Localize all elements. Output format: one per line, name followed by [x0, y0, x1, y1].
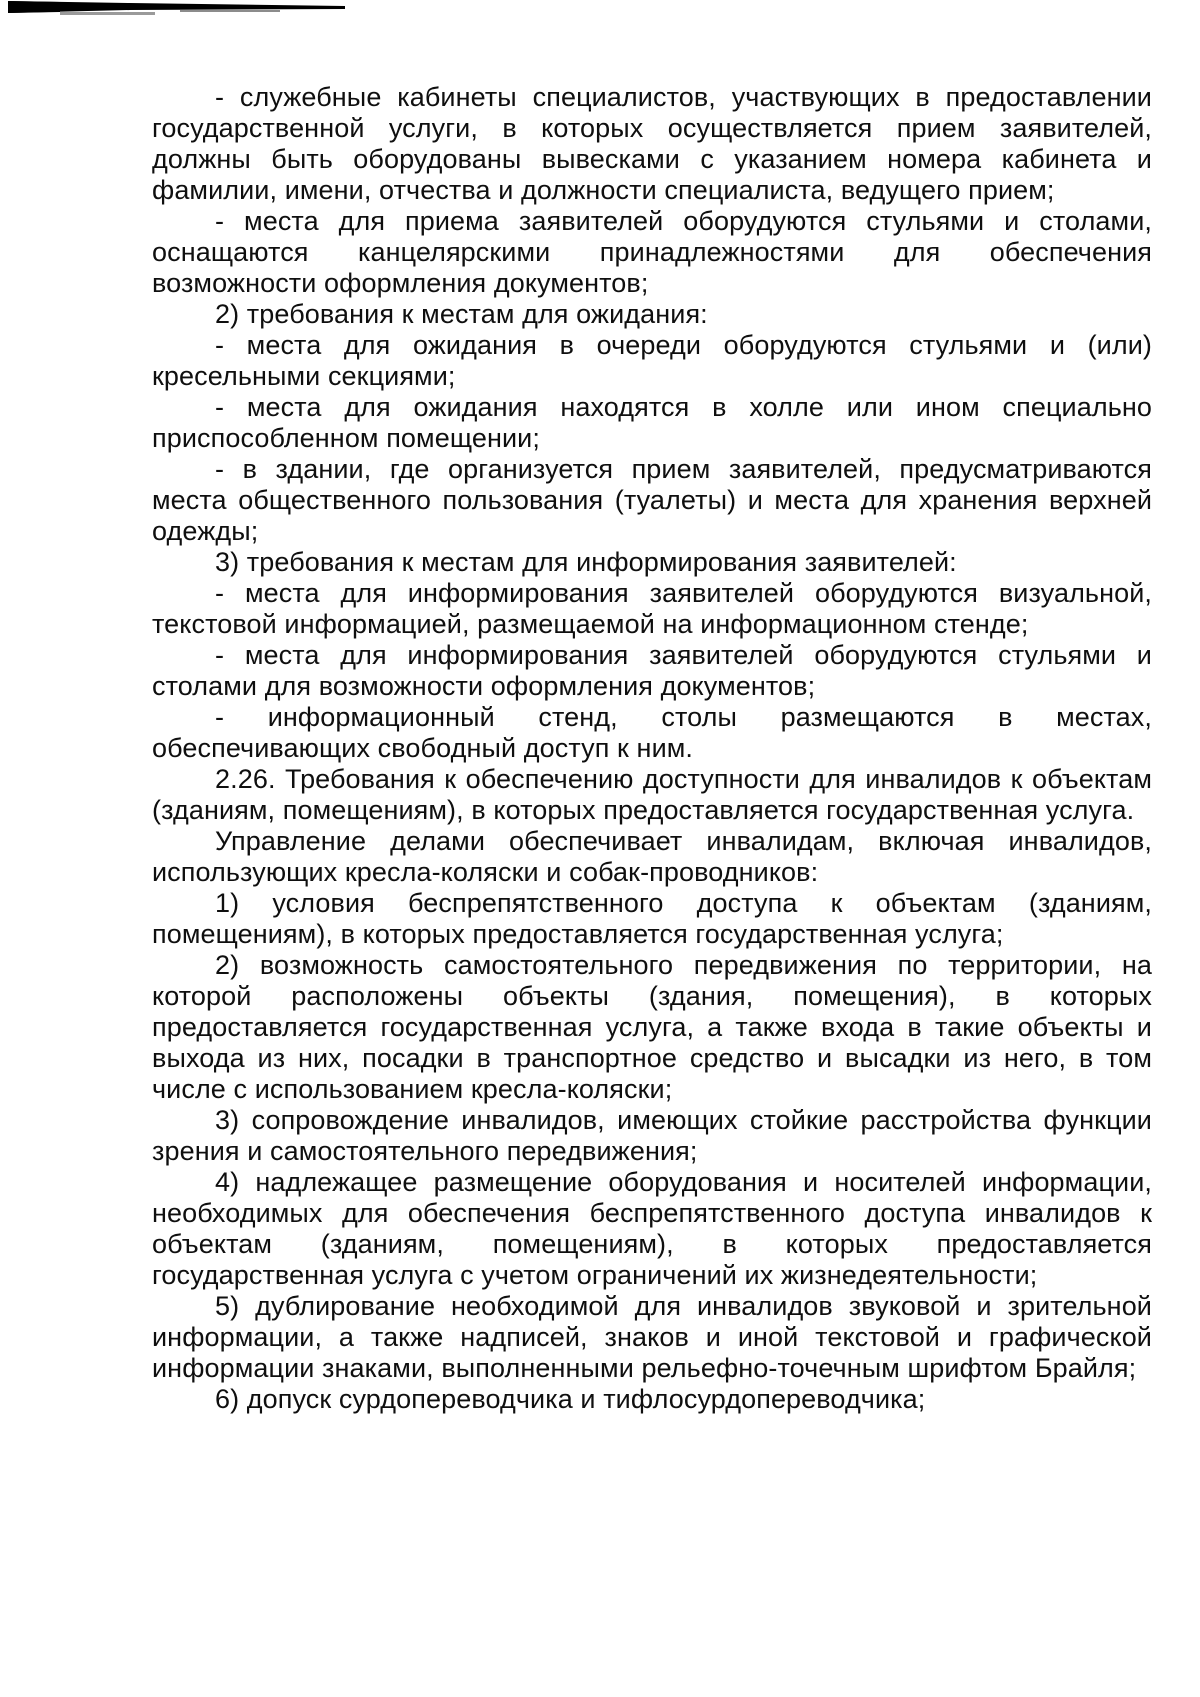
paragraph-item-3-escort: 3) сопровождение инвалидов, имеющих стойкие расстройства функции зрения и самостоятельного передвижения;	[152, 1105, 1152, 1166]
paragraph-info-requirements: 3) требования к местам для информирования заявителей:	[215, 547, 957, 577]
paragraph-item-2-movement: 2) возможность самостоятельного передвижения по территории, на которой расположены объекты (здания, помещения), в которых предоставляется государственная услуга, а также входа в такие объекты и выхода из них, посадки в транспортное средство и высадки из него, в том числе с использованием кресла-коляски;	[152, 950, 1152, 1104]
paragraph-item-4-equipment: 4) надлежащее размещение оборудования и носителей информации, необходимых для обеспечения беспрепятственного доступа инвалидов к объектам (зданиям, помещениям), в которых предоставляется государственная услуга с учетом ограничений их жизнедеятельности;	[152, 1167, 1152, 1290]
paragraph-item-6-interpreter: 6) допуск сурдопереводчика и тифлосурдопереводчика;	[215, 1384, 926, 1414]
paragraph-waiting-chairs: - места для ожидания в очереди оборудуются стульями и (или) кресельными секциями;	[152, 330, 1152, 391]
paragraph-info-stand: - информационный стенд, столы размещаются в местах, обеспечивающих свободный доступ к ним.	[152, 702, 1152, 763]
paragraph-waiting-hall: - места для ожидания находятся в холле или ином специально приспособленном помещении;	[152, 392, 1152, 453]
scan-smudge-artifact	[0, 0, 400, 22]
paragraph-info-visual: - места для информирования заявителей оборудуются визуальной, текстовой информацией, размещаемой на информационном стенде;	[152, 578, 1152, 639]
paragraph-reception-places: - места для приема заявителей оборудуются стульями и столами, оснащаются канцелярскими принадлежностями для обеспечения возможности оформления документов;	[152, 206, 1152, 298]
paragraph-waiting-requirements: 2) требования к местам для ожидания:	[215, 299, 708, 329]
paragraph-item-1-access: 1) условия беспрепятственного доступа к объектам (зданиям, помещениям), в которых предоставляется государственная услуга;	[152, 888, 1152, 949]
paragraph-office-signs: - служебные кабинеты специалистов, участвующих в предоставлении государственной услуги, в которых осуществляется прием заявителей, должны быть оборудованы вывесками с указанием номера кабинета и фамилии, имени, отчества и должности специалиста, ведущего прием;	[152, 82, 1152, 205]
paragraph-section-2-26: 2.26. Требования к обеспечению доступности для инвалидов к объектам (зданиям, помещениям), в которых предоставляется государственная услуга.	[152, 764, 1152, 825]
paragraph-info-furniture: - места для информирования заявителей оборудуются стульями и столами для возможности оформления документов;	[152, 640, 1152, 701]
paragraph-item-5-braille: 5) дублирование необходимой для инвалидов звуковой и зрительной информации, а также надписей, знаков и иной текстовой и графической информации знаками, выполненными рельефно-точечным шрифтом Брайля;	[152, 1291, 1152, 1383]
paragraph-admin-provides: Управление делами обеспечивает инвалидам, включая инвалидов, использующих кресла-коляски и собак-проводников:	[152, 826, 1152, 887]
paragraph-building-facilities: - в здании, где организуется прием заявителей, предусматриваются места общественного пользования (туалеты) и места для хранения верхней одежды;	[152, 454, 1152, 546]
document-text-block	[152, 82, 1152, 1415]
